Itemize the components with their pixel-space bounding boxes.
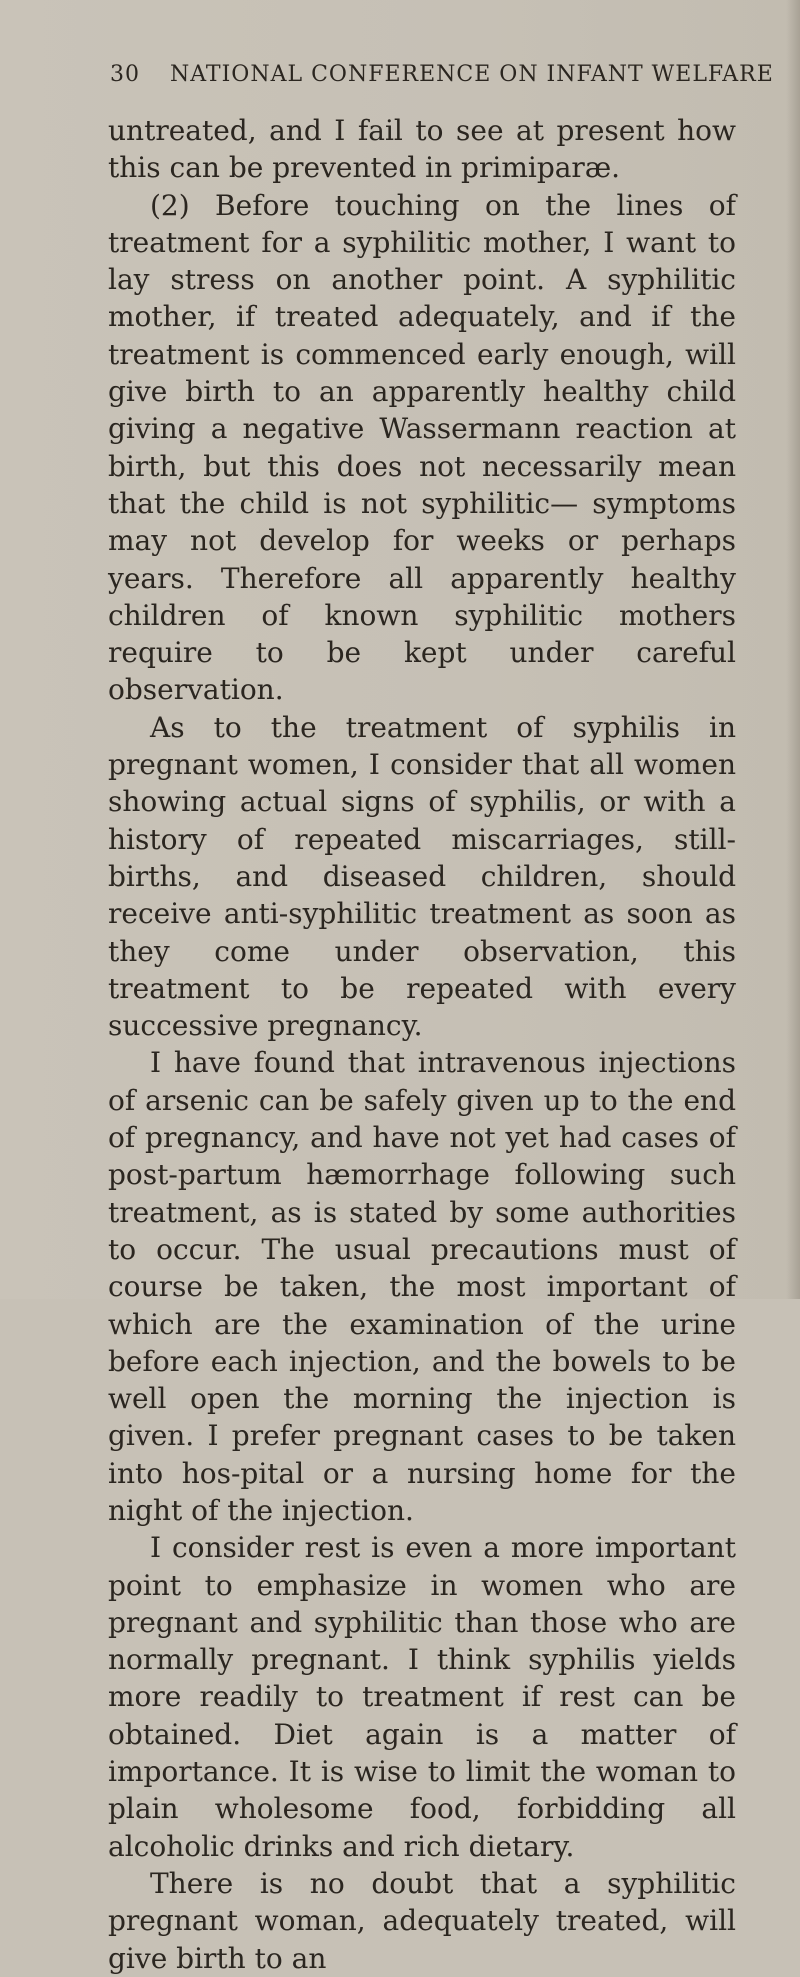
paragraph-5: I consider rest is even a more important point to emphasize in women who are pregnant and syphilitic than those who are normally pregnant. I think syphilis yields more readily to treatment if rest can be obtained. Diet again is a matter of importance. It is wise to limit the woman to plain wholesome food, forbidding all alcoholic drinks and rich dietary. [108, 1531, 736, 1863]
body-text [108, 112, 736, 1977]
paragraph-1: untreated, and I fail to see at present how this can be prevented in primiparæ. [108, 114, 736, 185]
running-title: NATIONAL CONFERENCE ON INFANT WELFARE [170, 62, 774, 87]
paragraph-6: There is no doubt that a syphilitic pregnant woman, adequately treated, will give birth to an [108, 1866, 736, 1975]
paragraph-2: (2) Before touching on the lines of treatment for a syphilitic mother, I want to lay stress on another point. A syphilitic mother, if treated adequately, and if the treatment is commenced early enough, will give birth to an apparently healthy child giving a negative Wassermann reaction at birth, but this does not necessarily mean that the child is not syphilitic— symptoms may not develop for weeks or perhaps years. Therefore all apparently healthy children of known syphilitic mothers require to be kept under careful observation. [108, 188, 736, 707]
paragraph-4: I have found that intravenous injections of arsenic can be safely given up to the end of pregnancy, and have not yet had cases of post-partum hæmorrhage following such treatment, as is stated by some authorities to occur. The usual precautions must of course be taken, the most important of which are the examination of the urine before each injection, and the bowels to be well open the morning the injection is given. I prefer pregnant cases to be taken into hos-pital or a nursing home for the night of the injection. [108, 1046, 736, 1527]
paragraph-3: As to the treatment of syphilis in pregnant women, I consider that all women showing actual signs of syphilis, or with a history of repeated miscarriages, still-births, and diseased children, should receive anti-syphilitic treatment as soon as they come under observation, this treatment to be repeated with every successive pregnancy. [108, 710, 736, 1043]
page-number: 30 [110, 62, 140, 87]
page-header [110, 62, 774, 96]
page-edge-shadow [786, 0, 800, 1299]
